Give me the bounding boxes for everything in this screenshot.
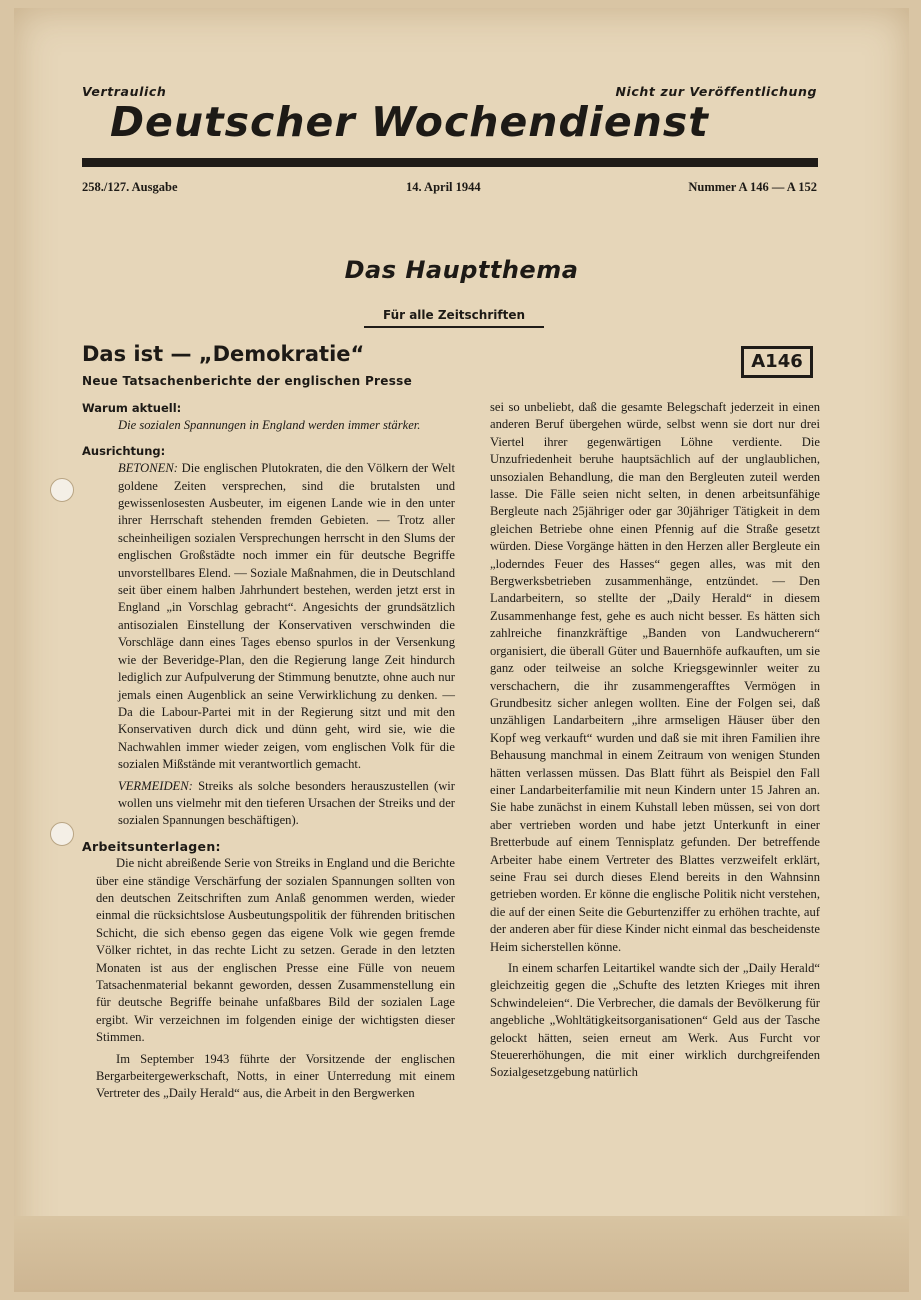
- arbeitsunterlagen-paragraph-2: Im September 1943 führte der Vorsitzende der englischen Bergarbeitergewerkschaft, Notts, in einer Unterredung mit einem Vertreter des „Daily Herald“ aus, die Arbeit in den Bergwerken: [96, 1051, 455, 1101]
- vermeiden-keyword: VERMEIDEN:: [118, 778, 193, 793]
- punch-hole: [50, 822, 74, 846]
- right-paragraph-2: In einem scharfen Leitartikel wandte sich der „Daily Herald“ gleichzeitig gegen die „Schufte des letzten Krieges mit ihren Schwindeleien“. Die Verbrecher, die damals der Bevölkerung für angebliche „Wohltätigkeitsorganisationen“ Geld aus der Tasche gelockt hätten, seien erneut am Werk. Aus Furcht vor Steuererhöhungen, die mit einer wirklich durchgreifenden Sozialgesetzgebung natürlich: [490, 961, 820, 1080]
- vermeiden-text: Streiks als solche besonders herauszustellen (wir wollen uns vielmehr mit den tieferen Ursachen der Streiks und der sozialen Spannungen beschäftigen).: [118, 778, 455, 828]
- section-title: Das Hauptthema: [344, 256, 579, 284]
- right-column: [490, 399, 820, 1082]
- punch-hole: [50, 478, 74, 502]
- issue-number: 258./127. Ausgabe: [82, 180, 178, 194]
- article-code-badge: A146: [741, 346, 813, 378]
- right-paragraph-1: sei so unbeliebt, daß die gesamte Belegschaft jederzeit in einen anderen Beruf übergehen würde, selbst wenn sie dort nur drei Viertel ihrer gegenwärtigen Löhne verdiente. Die Unzufriedenheit beruhe hauptsächlich auf der unglaublichen, unsozialen Behandlung, die man den Bergleuten zuteil werden lasse. Die Fälle seien nicht selten, in denen arbeitsunfähige Bergleute nach 25jähriger oder gar 30jähriger Tätigkeit in dem gleichen Betriebe ohne einen Pfennig auf die Straße gesetzt würden. Diese Vorgänge hätten in den Herzen aller Bergleute ein „loderndes Feuer des Hasses“ gegen alles, was mit den Bergwerksbetrieben zusammenhänge, entzündet. — Den Landarbeitern, so stellte der „Daily Herald“ in diesem Zusammenhange fest, gehe es auch nicht besser. Es hätten sich zahlreiche finanzkräftige „Banden von Landwucherern“ organisiert, die überall Güter und Bauernhöfe aufkauften, um sie ganz oder teilweise an solche Kriegsgewinnler weiter zu verschachern, die ihr zusammengerafftes Vermögen in Grundbesitz sicher anlegen wollten. Eine der Folgen sei, daß unzähligen Landarbeitern „ihre armseligen Häuser über den Kopf weg verkauft“ wurden und daß sie mit ihren Familien ihre Behausung manchmal in einem Zeitraum von wenigen Stunden hätten verlassen müssen. Das Blatt führt als Beispiel den Fall einer Landarbeiterfamilie mit neun Kindern unter 15 Jahren an. Sie habe zunächst in einem Kuhstall leben müssen, sei von dort aber vertrieben worden und habe jetzt Unterkunft in einer Bretterbude auf einem Tennisplatz gefunden. Der betreffende Arbeiter habe einem Vertreter des Blattes verzweifelt erklärt, seine Frau sei durch dieses Elend bereits in den Wahnsinn getrieben worden. Er könne die englische Politik nicht verstehen, die auf der einen Seite die Geburtenziffer zu erhöhen trachte, auf der anderen aber für diese Kinder nicht einmal das bescheidenste Heim sicherstellen könne.: [490, 400, 820, 954]
- item-numbers: Nummer A 146 — A 152: [688, 180, 817, 194]
- not-for-publication-note: Nicht zur Veröffentlichung: [615, 84, 817, 99]
- warum-text: Die sozialen Spannungen in England werden immer stärker.: [118, 418, 421, 433]
- ausrichtung-label: Ausrichtung:: [82, 443, 166, 458]
- arbeitsunterlagen-paragraph-1: Die nicht abreißende Serie von Streiks in England und die Berichte über eine ständige Verschärfung der sozialen Spannungen sollten von den deutschen Zeitschriften zum Anlaß genommen werden, wieder einmal die rücksichtslose Ausbeutungspolitik der führenden britischen Schicht, die sich ebenso gegen das eigene Volk wie gegen fremde Völker richtet, in das rechte Licht zu setzen. Gerade in den letzten Monaten ist aus der englischen Presse eine Fülle von neuem Tatsachenmaterial bekannt geworden, dessen Zusammenstellung ein für deutsche Begriffe beinahe unfaßbares Bild der sozialen Lage ergibt. Wir verzeichnen im folgenden einige der wichtigsten dieser Stimmen.: [96, 856, 455, 1045]
- issue-date: 14. April 1944: [406, 180, 481, 194]
- masthead-title: Deutscher Wochendienst: [110, 98, 709, 146]
- warum-label: Warum aktuell:: [82, 401, 182, 415]
- section-subtitle: Für alle Zeitschriften: [364, 308, 544, 328]
- masthead-rule: [82, 158, 818, 167]
- left-column: [82, 400, 455, 1103]
- confidential-note: Vertraulich: [82, 84, 167, 99]
- betonen-keyword: BETONEN:: [118, 461, 178, 476]
- vermeiden-paragraph: [118, 778, 455, 830]
- article-subtitle: Neue Tatsachenberichte der englischen Presse: [82, 374, 413, 388]
- arbeitsunterlagen-label: Arbeitsunterlagen:: [82, 838, 221, 854]
- betonen-text: Die englischen Plutokraten, die den Völkern der Welt goldene Zeiten versprechen, sind die brutalsten und gewissenlosesten Ausbeuter, im eigenen Lande wie in den unter ihrer Herrschaft stehenden fremden Gebieten. — Trotz aller scheinheiligen sozialen Versprechungen herrscht in den Slums der englischen Großstädte noch immer ein für deutsche Begriffe unvorstellbares Elend. — Soziale Maßnahmen, die in Deutschland seit über einem halben Jahrhundert bestehen, werden jetzt erst in England „in Vorschlag gebracht“. Angesichts der grundsätzlich antisozialen Einstellung der Konservativen verschwinden die Vorschläge dann eines Tages ebenso spurlos in der Versenkung wie der Beveridge-Plan, den die Regierung lange Zeit hindurch lediglich zur Aufpulverung der Stimmung benutzte, ohne auch nur jemals einen Augenblick an seine Verwirklichung zu denken. — Da die Labour-Partei mit in der Regierung sitzt und mit den Konservativen durch dick und dünn geht, wird sie, wie die Nachwahlen immer wieder zeigen, vom englischen Volk für die sozialen Mißstände mit verantwortlich gemacht.: [118, 461, 455, 772]
- betonen-paragraph: [118, 460, 455, 773]
- article-title: Das ist — „Demokratie“: [82, 342, 365, 366]
- document-page: [14, 8, 909, 1292]
- page-fold: [14, 1216, 909, 1292]
